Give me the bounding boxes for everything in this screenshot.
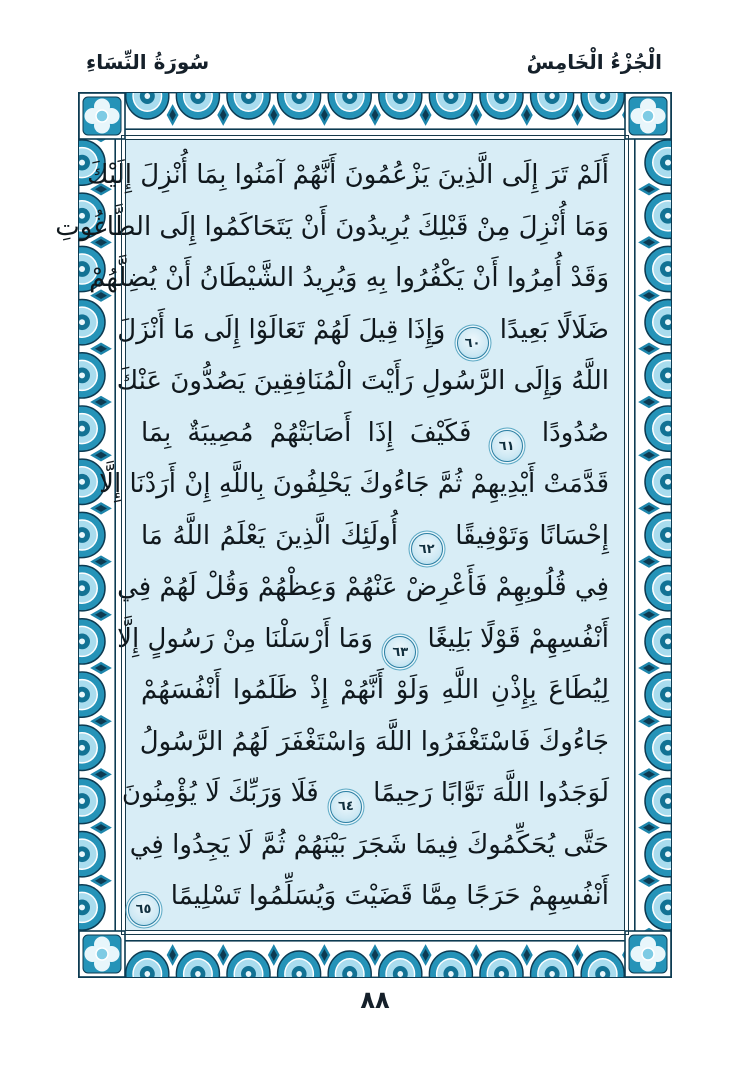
quran-line [55,202,609,254]
quran-line [99,459,609,511]
verse-number-marker: ٦٣ [384,636,416,668]
quran-line [121,768,609,820]
corner-rosette-icon [78,92,126,140]
quran-lines [55,150,610,923]
quran-text: وَمَا أُنْزِلَ مِنْ قَبْلِكَ يُرِيدُونَ أَنْ يَتَحَاكَمُوا إِلَى الطَّاغُوتِ [55,211,609,242]
verse-number-marker: ٦١ [491,430,523,462]
quran-line [87,150,609,202]
quran-text: أَنْفُسِهِمْ قَوْلًا بَلِيغًا [419,623,609,654]
corner-rosette-icon [624,92,672,140]
quran-text: فَلَا وَرَبِّكَ لَا يُؤْمِنُونَ [121,778,327,808]
border-ornament-bottom [122,940,628,978]
quran-text: صُدُودًا [525,417,609,448]
decorative-frame [55,92,672,978]
quran-text: أَلَمْ تَرَ إِلَى الَّذِينَ يَزْعُمُونَ أَنَّهُمْ آمَنُوا بِمَا أُنْزِلَ إِلَيْكَ [87,160,609,190]
quran-line [141,717,609,769]
quran-text: ضَلَالًا بَعِيدًا [491,314,609,345]
quran-text: اللَّهُ وَإِلَى الرَّسُولِ رَأَيْتَ الْمُنَافِقِينَ يَصُدُّونَ عَنْكَ [116,366,609,396]
quran-line [141,511,609,563]
verse-number-marker: ٦٤ [330,791,362,823]
quran-line [129,820,609,872]
corner-rosette-icon [78,930,126,978]
verse-number-marker: ٦٢ [411,533,443,565]
corner-rosette-icon [624,930,672,978]
quran-text: حَتَّى يُحَكِّمُوكَ فِيمَا شَجَرَ بَيْنَهُمْ ثُمَّ لَا يَجِدُوا فِي [129,829,609,860]
quran-text: قَدَّمَتْ أَيْدِيهِمْ ثُمَّ جَاءُوكَ يَحْلِفُونَ بِاللَّهِ إِنْ أَرَدْنَا إِلَّا [99,469,609,499]
page-number: ٨٨ [360,986,390,1014]
quran-line [117,305,609,357]
quran-text: وَمَا أَرْسَلْنَا مِنْ رَسُولٍ إِلَّا [117,623,382,654]
quran-line [135,871,609,923]
juz-title: الْجُزْءُ الْخَامِسُ [526,50,662,74]
quran-text: فَكَيْفَ إِذَا أَصَابَتْهُمْ مُصِيبَةٌ بِمَا [141,417,488,448]
quran-text: أَنْفُسِهِمْ حَرَجًا مِمَّا قَضَيْتَ وَيُسَلِّمُوا تَسْلِيمًا [162,881,609,911]
verse-number-marker: ٦٠ [457,327,489,359]
quran-line [141,408,609,460]
quran-text: وَقَدْ أُمِرُوا أَنْ يَكْفُرُوا بِهِ وَيُرِيدُ الشَّيْطَانُ أَنْ يُضِلَّهُمْ [89,263,609,293]
quran-line [117,614,609,666]
quran-line [141,665,609,717]
surah-title: سُورَةُ النِّسَاءِ [86,50,210,74]
quran-text: فِي قُلُوبِهِمْ فَأَعْرِضْ عَنْهُمْ وَعِظْهُمْ وَقُلْ لَهُمْ فِي [117,572,609,602]
quran-line [117,562,609,614]
verse-number-marker: ٦٥ [128,894,160,926]
border-ornament-right [634,136,672,934]
quran-text: لِيُطَاعَ بِإِذْنِ اللَّهِ وَلَوْ أَنَّهُمْ إِذْ ظَلَمُوا أَنْفُسَهُمْ [141,675,609,705]
quran-text: وَإِذَا قِيلَ لَهُمْ تَعَالَوْا إِلَى مَا أَنْزَلَ [117,314,454,345]
quran-text: أُولَئِكَ الَّذِينَ يَعْلَمُ اللَّهُ مَا [141,520,408,551]
quran-text: لَوَجَدُوا اللَّهَ تَوَّابًا رَحِيمًا [364,778,609,808]
quran-line [116,356,609,408]
border-ornament-top [122,92,628,130]
quran-text: جَاءُوكَ فَاسْتَغْفَرُوا اللَّهَ وَاسْتَغْفَرَ لَهُمُ الرَّسُولُ [139,726,609,757]
quran-text: إِحْسَانًا وَتَوْفِيقًا [445,520,610,551]
quran-text-panel [55,139,625,931]
quran-line [89,253,609,305]
